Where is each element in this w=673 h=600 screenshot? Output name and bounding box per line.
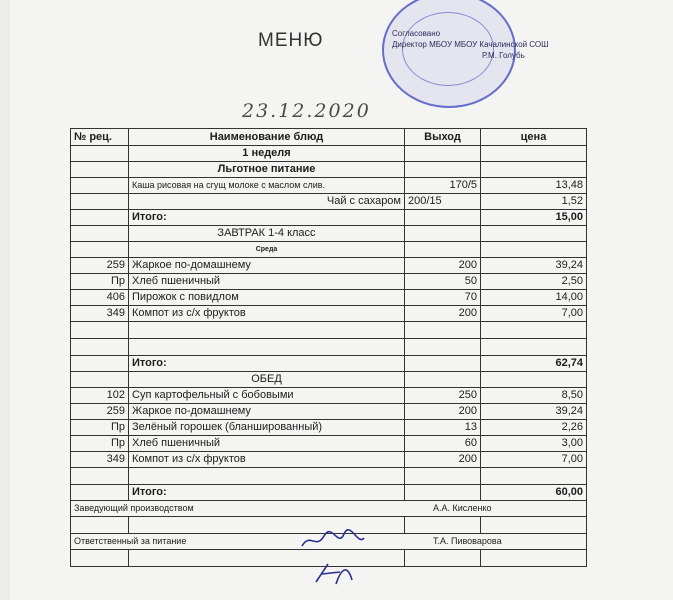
dish-name: Хлеб пшеничный — [129, 274, 405, 290]
approval-line-1: Согласовано — [392, 29, 441, 38]
dish-price: 7,00 — [481, 452, 587, 468]
dish-price: 39,24 — [481, 404, 587, 420]
table-row — [71, 194, 587, 210]
dish-name: Компот из с/х фруктов — [129, 452, 405, 468]
approval-line-2: Директор МБОУ МБОУ Качалинской СОШ — [392, 40, 549, 49]
dish-name: Хлеб пшеничный — [129, 436, 405, 452]
table-header-row — [71, 129, 587, 146]
table-row — [71, 274, 587, 290]
empty-row — [71, 339, 587, 356]
week-label: 1 неделя — [129, 146, 405, 162]
total-row — [71, 485, 587, 501]
approval-line-3: Р.М. Голубь — [482, 51, 525, 60]
page-title: МЕНЮ — [258, 30, 324, 51]
total-label: Итого: — [129, 356, 405, 372]
table-row — [71, 404, 587, 420]
menu-date: 23.12.2020 — [242, 100, 371, 122]
total-row — [71, 356, 587, 372]
recipe-code: 349 — [71, 306, 129, 322]
recipe-code: 406 — [71, 290, 129, 306]
signature-name: А.А. Кисленко — [433, 503, 492, 513]
dish-output: 170/5 — [405, 178, 481, 194]
dish-name: Каша рисовая на сгущ молоке с маслом слив. — [129, 178, 405, 194]
col-header-recipe: № рец. — [71, 129, 129, 146]
recipe-code: 102 — [71, 388, 129, 404]
dish-output: 250 — [405, 388, 481, 404]
day-label: Среда — [129, 242, 405, 258]
menu-table — [70, 128, 587, 567]
day-row — [71, 242, 587, 258]
section-lunch: ОБЕД — [129, 372, 405, 388]
week-row — [71, 146, 587, 162]
dish-output: 200 — [405, 258, 481, 274]
recipe-code: Пр — [71, 420, 129, 436]
signature-role: Заведующий производством — [74, 503, 194, 513]
dish-output: 70 — [405, 290, 481, 306]
signature-role: Ответственный за питание — [74, 536, 187, 546]
dish-output: 200/15 — [405, 194, 481, 210]
dish-price: 1,52 — [481, 194, 587, 210]
dish-output: 200 — [405, 404, 481, 420]
total-value: 15,00 — [481, 210, 587, 226]
table-row — [71, 452, 587, 468]
dish-name: Жаркое по-домашнему — [129, 404, 405, 420]
table-row — [71, 436, 587, 452]
section-row — [71, 226, 587, 242]
dish-name: Чай с сахаром — [129, 194, 405, 210]
col-header-output: Выход — [405, 129, 481, 146]
recipe-code: Пр — [71, 436, 129, 452]
dish-name: Суп картофельный с бобовыми — [129, 388, 405, 404]
recipe-code: Пр — [71, 274, 129, 290]
menu-document — [10, 0, 673, 600]
signature-row — [71, 501, 587, 517]
dish-price: 3,00 — [481, 436, 587, 452]
table-row — [71, 290, 587, 306]
total-label: Итого: — [129, 485, 405, 501]
dish-name: Пирожок с повидлом — [129, 290, 405, 306]
dish-output: 200 — [405, 306, 481, 322]
dish-output: 50 — [405, 274, 481, 290]
dish-price: 2,50 — [481, 274, 587, 290]
table-row — [71, 178, 587, 194]
total-value: 62,74 — [481, 356, 587, 372]
dish-output: 13 — [405, 420, 481, 436]
dish-price: 39,24 — [481, 258, 587, 274]
table-row — [71, 388, 587, 404]
dish-name: Зелёный горошек (бланшированный) — [129, 420, 405, 436]
dish-price: 14,00 — [481, 290, 587, 306]
empty-row — [71, 468, 587, 485]
total-row — [71, 210, 587, 226]
dish-price: 7,00 — [481, 306, 587, 322]
dish-price: 13,48 — [481, 178, 587, 194]
section-row — [71, 162, 587, 178]
signature-scribble-2 — [310, 560, 360, 588]
dish-price: 2,26 — [481, 420, 587, 436]
approval-block — [392, 28, 548, 61]
dish-name: Жаркое по-домашнему — [129, 258, 405, 274]
section-breakfast: ЗАВТРАК 1-4 класс — [129, 226, 405, 242]
section-row — [71, 372, 587, 388]
dish-price: 8,50 — [481, 388, 587, 404]
table-row — [71, 258, 587, 274]
dish-output: 60 — [405, 436, 481, 452]
total-value: 60,00 — [481, 485, 587, 501]
recipe-code: 259 — [71, 258, 129, 274]
table-row — [71, 306, 587, 322]
empty-row — [71, 322, 587, 339]
recipe-code: 259 — [71, 404, 129, 420]
recipe-code: 349 — [71, 452, 129, 468]
col-header-price: цена — [481, 129, 587, 146]
dish-name: Компот из с/х фруктов — [129, 306, 405, 322]
dish-output: 200 — [405, 452, 481, 468]
section-preferential: Льготное питание — [129, 162, 405, 178]
table-row — [71, 420, 587, 436]
col-header-dish: Наименование блюд — [129, 129, 405, 146]
signature-scribble-1 — [298, 528, 368, 554]
signature-name: Т.А. Пивоварова — [433, 536, 502, 546]
total-label: Итого: — [129, 210, 405, 226]
